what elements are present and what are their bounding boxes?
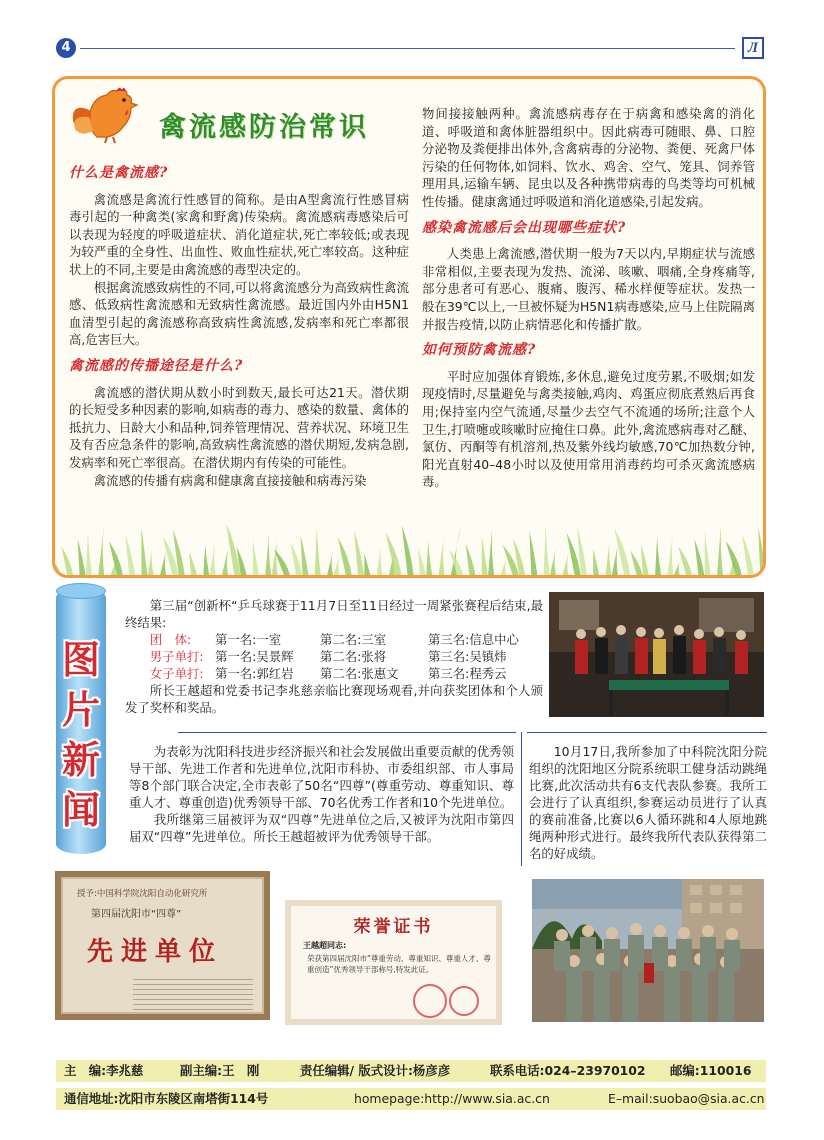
- plaque-small-print: [133, 975, 253, 1011]
- honor-certificate: [285, 900, 502, 1025]
- article-paragraph: 物间接接触两种。禽流感病毒存在于病禽和感染禽的消化道、呼吸道和禽体脏器组织中。因此病毒可随眼、鼻、口腔分泌物及粪便排出体外,含禽病毒的分泌物、粪便、死禽尸体污染的任何物体,如饲料、饮水、鸡舍、空气、笼具、饲养管理用具,运输车辆、昆虫以及各种携带病毒的鸟类等均可机械性传播。健康禽通过呼吸道和消化道感染,引起发病。: [422, 106, 755, 209]
- grass-decoration: [55, 511, 763, 575]
- footer-email[interactable]: E–mail:suobao@sia.ac.cn: [608, 1091, 765, 1106]
- pingpong-intro: 第三届“创新杯“乒乓球赛于11月7日至11日经过一周紧张赛程后结束,最终结果:: [125, 598, 543, 630]
- section-divider: [527, 732, 767, 733]
- result-row: [125, 648, 543, 665]
- result-third: 第三名:吴镇炜: [428, 649, 507, 664]
- photo-news-pillar-cap: [56, 583, 106, 599]
- certificate-body: 荣获第四届沈阳市“尊重劳动、尊重知识、尊重人才、尊重创造”优秀领导干部称号,特发此证。: [307, 954, 491, 974]
- pingpong-news: [125, 597, 543, 716]
- section-heading: 如何预防禽流感?: [422, 342, 537, 359]
- article-paragraph: 平时应加强体育锻炼,多休息,避免过度劳累,不吸烟;如发现疫情时,尽量避免与禽类接触,鸡肉、鸡蛋应彻底煮熟后再食用;保持室内空气流通,尽量少去空气不流通的场所;注意个人卫生,打喷嚏或咳嗽时应掩住口鼻。此外,禽流感病毒对乙醚、氯仿、丙酮等有机溶剂,热及紫外线均敏感,70℃加热数分钟,阳光直射40–48小时以及使用常用消毒药均可杀灭禽流感病毒。: [422, 368, 755, 490]
- article-title: 禽流感防治常识: [159, 112, 369, 143]
- section-heading: 什么是禽流感?: [69, 165, 169, 181]
- article-paragraph: 禽流感是禽流行性感冒的简称。是由A型禽流行性感冒病毒引起的一种禽类(家禽和野禽)传染病。禽流感病毒感染后可以表现为轻度的呼吸道症状、消化道症状,死亡率较低;或表现为较严重的全身性、出血性、败血性症状,死亡率较高。这种症状上的不同,主要是由禽流感的毒型决定的。: [69, 191, 409, 277]
- section-divider: [521, 732, 522, 866]
- result-row: [125, 665, 543, 682]
- plaque-line: 第四届沈阳市“四尊”: [91, 909, 182, 920]
- award-paragraph: 为表彰为沈阳科技进步经济振兴和社会发展做出重要贡献的优秀领导干部、先进工作者和先进单位,沈阳市科协、市委组织部、市人事局等8个部门联合决定,全市表彰了50名“四尊”(尊重劳动、尊重知识、尊重人才、尊重创造)优秀领导干部、70名优秀工作者和10个先进单位。: [129, 744, 514, 810]
- footer-designer: 责任编辑/ 版式设计:杨彦彦: [300, 1063, 451, 1078]
- rooster-icon: [67, 85, 159, 145]
- section-heading: 感染禽流感后会出现哪些症状?: [422, 219, 627, 236]
- result-second: 第二名:三室: [320, 632, 387, 647]
- result-second: 第二名:张将: [320, 649, 387, 664]
- article-paragraph: 根据禽流感致病性的不同,可以将禽流感分为高致病性禽流感、低致病性禽流感和无致病性禽流感。最近国内外由H5N1血清型引起的禽流感称高致病性禽流感,发病率和死亡率都很高,危害巨大。: [69, 279, 409, 348]
- pingpong-outro: 所长王越超和党委书记李兆慈亲临比赛现场观看,并向获奖团体和个人颁发了奖杯和奖品。: [125, 683, 543, 715]
- result-first: 第一名:郭红岩: [215, 666, 294, 681]
- rope-team-photo: [532, 879, 764, 1022]
- bird-flu-article: [52, 76, 766, 578]
- certificate-seal-icon: [449, 986, 479, 1016]
- rope-skipping-news: [529, 743, 767, 862]
- section-heading: 禽流感的传播途径是什么?: [69, 357, 244, 374]
- result-row: [125, 631, 543, 648]
- certificate-seal-icon: [413, 984, 447, 1018]
- result-second: 第二名:张惠文: [320, 666, 399, 681]
- result-third: 第三名:信息中心: [428, 632, 519, 647]
- certificate-name: 王越超同志:: [303, 941, 347, 950]
- award-plaque-photo: [55, 871, 270, 1020]
- footer-contact-bar: [56, 1088, 766, 1110]
- pingpong-photo: [549, 592, 764, 717]
- left-column: [69, 165, 409, 489]
- footer-staff-bar: [56, 1060, 766, 1082]
- pingpong-results: [125, 631, 543, 682]
- article-paragraph: 禽流感的潜伏期从数小时到数天,最长可达21天。潜伏期的长短受多种因素的影响,如病毒的毒力、感染的数量、禽体的抵抗力、日龄大小和品种,饲养管理情况、营养状况、环境卫生及有否应急条件的影响,高致病性禽流感的潜伏期短,发病急剧,发病率和死亡率很高。在潜伏期内有传染的可能性。: [69, 384, 409, 470]
- header-rule: [80, 48, 735, 49]
- photo-news-label-char: 新: [61, 738, 100, 782]
- footer-deputy-editor: 副主编:王 刚: [180, 1063, 260, 1078]
- result-first: 第一名:一室: [215, 632, 282, 647]
- plaque-line: 授予:中国科学院沈阳自动化研究所: [77, 889, 208, 899]
- footer-homepage[interactable]: homepage:http://www.sia.ac.cn: [354, 1091, 550, 1106]
- footer-address: 通信地址:沈阳市东陵区南塔街114号: [64, 1091, 269, 1106]
- result-label: 男子单打:: [149, 649, 204, 664]
- article-paragraph: 禽流感的传播有病禽和健康禽直接接触和病毒污染: [93, 472, 367, 488]
- result-first: 第一名:吴景辉: [215, 649, 294, 664]
- footer-phone: 联系电话:024–23970102: [490, 1063, 646, 1078]
- result-label: 女子单打:: [149, 666, 204, 681]
- award-news: [129, 743, 514, 845]
- section-divider: [178, 732, 516, 733]
- rope-paragraph: 10月17日,我所参加了中科院沈阳分院组织的沈阳地区分院系统职工健身活动跳绳比赛,此次活动共有6支代表队参赛。我所工会进行了认真组织,参赛运动员进行了认真的赛前准备,比赛以6人循环跳和4人原地跳绳两种形式进行。最终我所代表队获得第二名的好成绩。: [529, 744, 767, 861]
- certificate-title: 荣誉证书: [353, 917, 434, 937]
- award-paragraph: 我所继第三届被评为双“四尊”先进单位之后,又被评为沈阳市第四届双“四尊”先进单位。所长王越超被评为优秀领导干部。: [129, 812, 514, 844]
- photo-news-label-char: 图: [61, 638, 100, 682]
- plaque-main-text: 先进单位: [87, 937, 224, 967]
- photo-news-label-char: 闻: [61, 788, 100, 832]
- footer-editor: 主 编:李兆慈: [64, 1063, 144, 1078]
- sia-logo-icon: Л: [742, 37, 764, 59]
- page-number: 4: [56, 38, 76, 58]
- right-column: [422, 105, 755, 491]
- article-paragraph: 人类患上禽流感,潜伏期一般为7天以内,早期症状与流感非常相似,主要表现为发热、流涕、咳嗽、咽痛,全身疼痛等,部分患者可有恶心、腹痛、腹泻、稀水样便等症状。发热一般在39℃以上,一旦被怀疑为H5N1病毒感染,应马上住院隔离并报告疫情,以防止病情恶化和传播扩散。: [422, 246, 755, 332]
- result-third: 第三名:程秀云: [428, 666, 507, 681]
- photo-news-label-char: 片: [61, 688, 100, 732]
- result-label: 团 体:: [149, 632, 192, 647]
- footer-postcode: 邮编:110016: [670, 1063, 752, 1078]
